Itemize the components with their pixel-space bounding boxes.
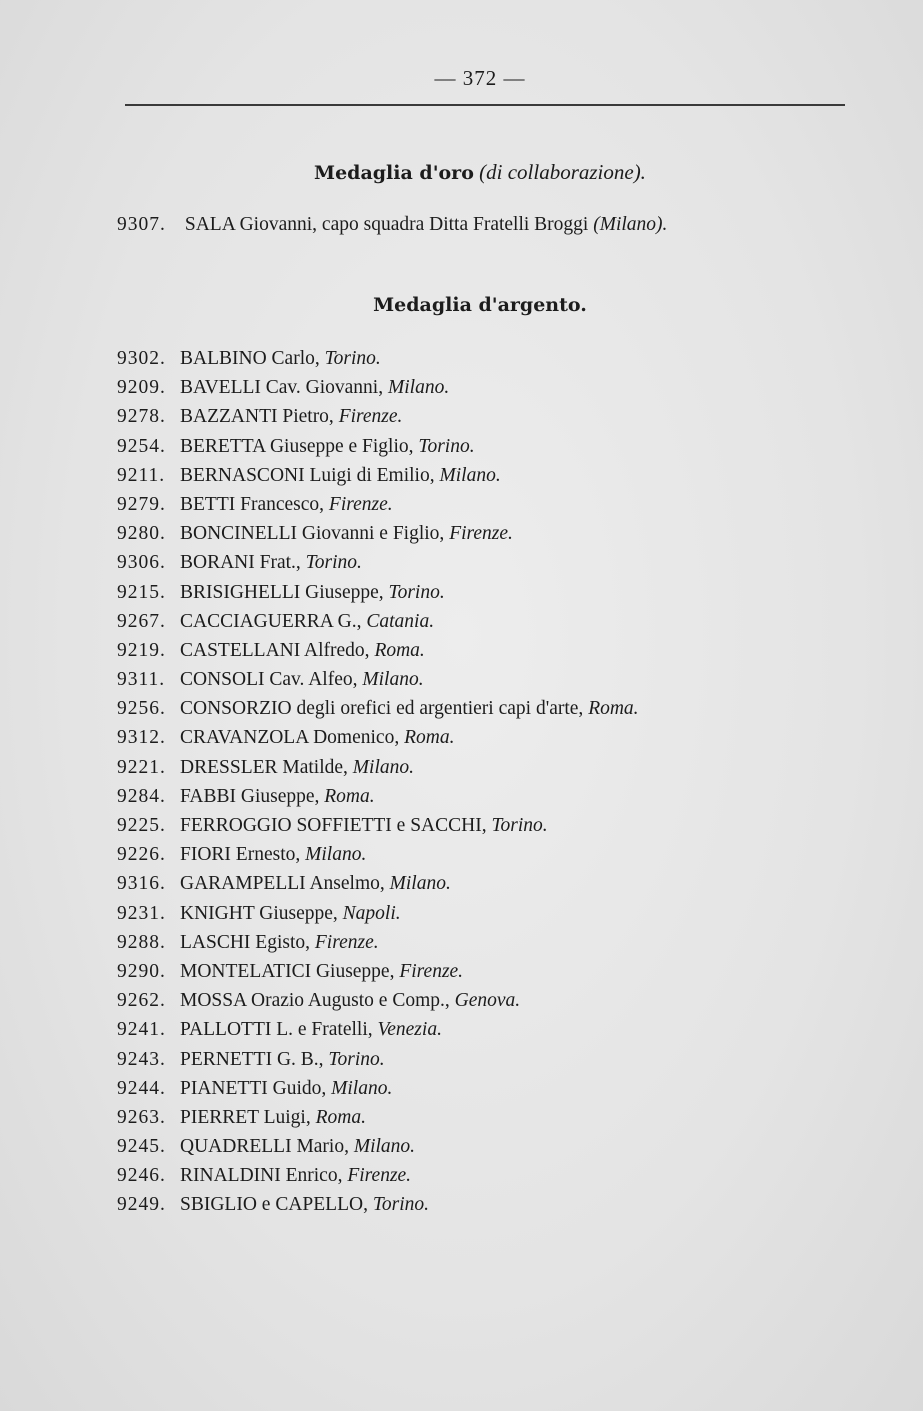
entry-name: FABBI Giuseppe, [180,785,320,807]
silver-entry [117,723,897,752]
silver-entry [117,519,897,548]
entry-place: Milano. [305,844,367,866]
silver-entry [117,1103,897,1132]
silver-entry [117,957,897,986]
entry-name: BERNASCONI Luigi di Emilio, [180,464,435,486]
silver-entry [117,548,897,577]
entry-number: 9249. [117,1194,166,1216]
entry-name: FERROGGIO SOFFIETTI e SACCHI, [180,815,487,836]
entry-place: Roma. [404,727,455,749]
entry-number: 9306. [117,552,166,574]
entry-place: Firenze. [328,493,393,515]
entry-place: Roma. [315,1106,366,1128]
entry-name: PIANETTI Guido, [180,1077,327,1099]
entry-number: 9311. [117,669,166,691]
entry-number: 9263. [117,1106,166,1128]
entry-number: 9284. [117,785,166,807]
entry-number: 9226. [117,844,166,866]
entry-place: Torino. [328,1048,385,1070]
header-rule [125,104,845,106]
gold-medal-heading [0,160,923,185]
silver-entry [117,1132,897,1161]
entry-number: 9312. [117,727,166,749]
silver-entry [117,607,897,636]
entry-name: PERNETTI G. B., [180,1048,324,1070]
silver-entry [117,928,897,957]
entry-number: 9316. [117,873,166,895]
entry-place: Catania. [366,610,435,632]
entry-name: CASTELLANI Alfredo, [180,639,370,661]
entry-number: 9225. [117,815,166,836]
silver-entry [117,461,897,490]
entry-name: BETTI Francesco, [180,493,325,515]
entry-place: Torino. [491,815,548,836]
entry-number: 9279. [117,493,166,515]
silver-entry [117,869,897,898]
entry-place: Torino. [388,581,445,603]
entry-number: 9254. [117,435,166,457]
entry-number: 9209. [117,377,166,399]
entry-place: Firenze. [449,523,513,545]
entry-place: Milano. [362,669,424,691]
silver-entry [117,1074,897,1103]
entry-number: 9290. [117,960,166,982]
entry-name: MOSSA Orazio Augusto e Comp., [180,990,450,1012]
entry-number: 9267. [117,610,166,632]
entry-name: GARAMPELLI Anselmo, [180,873,385,895]
silver-entry [117,840,897,869]
entry-place: Venezia. [377,1019,442,1041]
entry-number: 9221. [117,756,166,778]
entry-number: 9241. [117,1019,166,1041]
entry-place: Roma. [374,639,425,661]
entry-place: Roma. [588,698,639,720]
entry-place: Milano. [331,1077,393,1099]
entry-name: BERETTA Giuseppe e Figlio, [180,435,414,457]
silver-entry [117,1015,897,1044]
silver-entry [117,432,897,461]
silver-entry [117,1161,897,1190]
gold-medal-heading-italic: (di collaborazione). [479,160,646,184]
silver-entry [117,1045,897,1074]
entry-place: Torino. [305,552,362,574]
entry-name: DRESSLER Matilde, [180,756,348,778]
entry-place: Torino. [372,1194,430,1216]
entry-place: Firenze. [314,931,379,953]
entry-place: Firenze. [399,960,464,982]
silver-entry [117,665,897,694]
page-number: — 372 — [434,66,526,90]
silver-entry [117,402,897,431]
entry-name: FIORI Ernesto, [180,844,301,866]
entry-name: CONSORZIO degli orefici ed argentieri capi d'arte, [180,698,584,720]
entry-place: Napoli. [342,902,401,924]
entry-number: 9243. [117,1048,166,1070]
entry-name: QUADRELLI Mario, [180,1136,349,1158]
entry-name: CRAVANZOLA Domenico, [180,727,400,749]
silver-entry [117,811,897,840]
entry-number: 9215. [117,581,166,603]
entry-place: Milano. [353,1136,416,1158]
silver-medal-heading [0,292,923,317]
entry-place: Milano. [387,377,450,399]
entry-name: RINALDINI Enrico, [180,1165,343,1187]
entry-number: 9211. [117,464,166,486]
entry-number: 9278. [117,406,166,428]
entry-number: 9244. [117,1077,166,1099]
silver-entry [117,986,897,1015]
entry-name: BALBINO Carlo, [180,348,320,369]
silver-entry [117,1190,897,1219]
entry-number: 9219. [117,639,166,661]
silver-entry [117,694,897,723]
entry-name: SALA Giovanni, capo squadra Ditta Fratelli Broggi [184,214,589,235]
silver-entry [117,899,897,928]
entry-place: Milano. [389,873,451,895]
entry-number: 9307. [117,214,166,235]
entry-name: MONTELATICI Giuseppe, [180,960,395,982]
entry-name: CACCIAGUERRA G., [180,610,362,632]
entry-place: Firenze. [347,1165,412,1187]
entry-number: 9262. [117,990,166,1012]
entry-place: Torino. [324,348,381,369]
silver-entry [117,753,897,782]
entry-number: 9280. [117,523,166,545]
entry-name: BONCINELLI Giovanni e Figlio, [180,523,445,545]
silver-medal-list [0,344,923,1220]
entry-place: Milano. [439,464,501,486]
entry-place: Torino. [418,435,475,457]
silver-entry [117,782,897,811]
entry-name: BRISIGHELLI Giuseppe, [180,581,384,603]
entry-name: BORANI Frat., [180,552,301,574]
entry-place: (Milano). [593,214,668,235]
gold-entry [117,212,897,238]
silver-entry [117,636,897,665]
entry-place: Roma. [324,785,375,807]
silver-entry [117,490,897,519]
entry-name: KNIGHT Giuseppe, [180,902,338,924]
entry-name: BAVELLI Cav. Giovanni, [180,377,384,399]
silver-entry [117,344,897,373]
entry-number: 9245. [117,1136,166,1158]
entry-name: SBIGLIO e CAPELLO, [180,1194,368,1216]
entry-name: PIERRET Luigi, [180,1106,311,1128]
entry-name: CONSOLI Cav. Alfeo, [180,669,358,691]
entry-place: Milano. [352,756,415,778]
gold-medal-heading-bold: Medaglia d'oro [314,162,474,184]
silver-entry [117,373,897,402]
entry-name: PALLOTTI L. e Fratelli, [180,1019,373,1041]
entry-number: 9256. [117,698,166,720]
silver-medal-heading-bold: Medaglia d'argento. [373,294,587,316]
silver-entry [117,578,897,607]
entry-place: Genova. [454,990,521,1012]
entry-name: BAZZANTI Pietro, [180,406,334,428]
entry-number: 9231. [117,902,166,924]
entry-place: Firenze. [338,406,403,428]
entry-name: LASCHI Egisto, [180,931,311,953]
entry-number: 9302. [117,348,166,369]
entry-number: 9288. [117,931,166,953]
entry-number: 9246. [117,1165,166,1187]
